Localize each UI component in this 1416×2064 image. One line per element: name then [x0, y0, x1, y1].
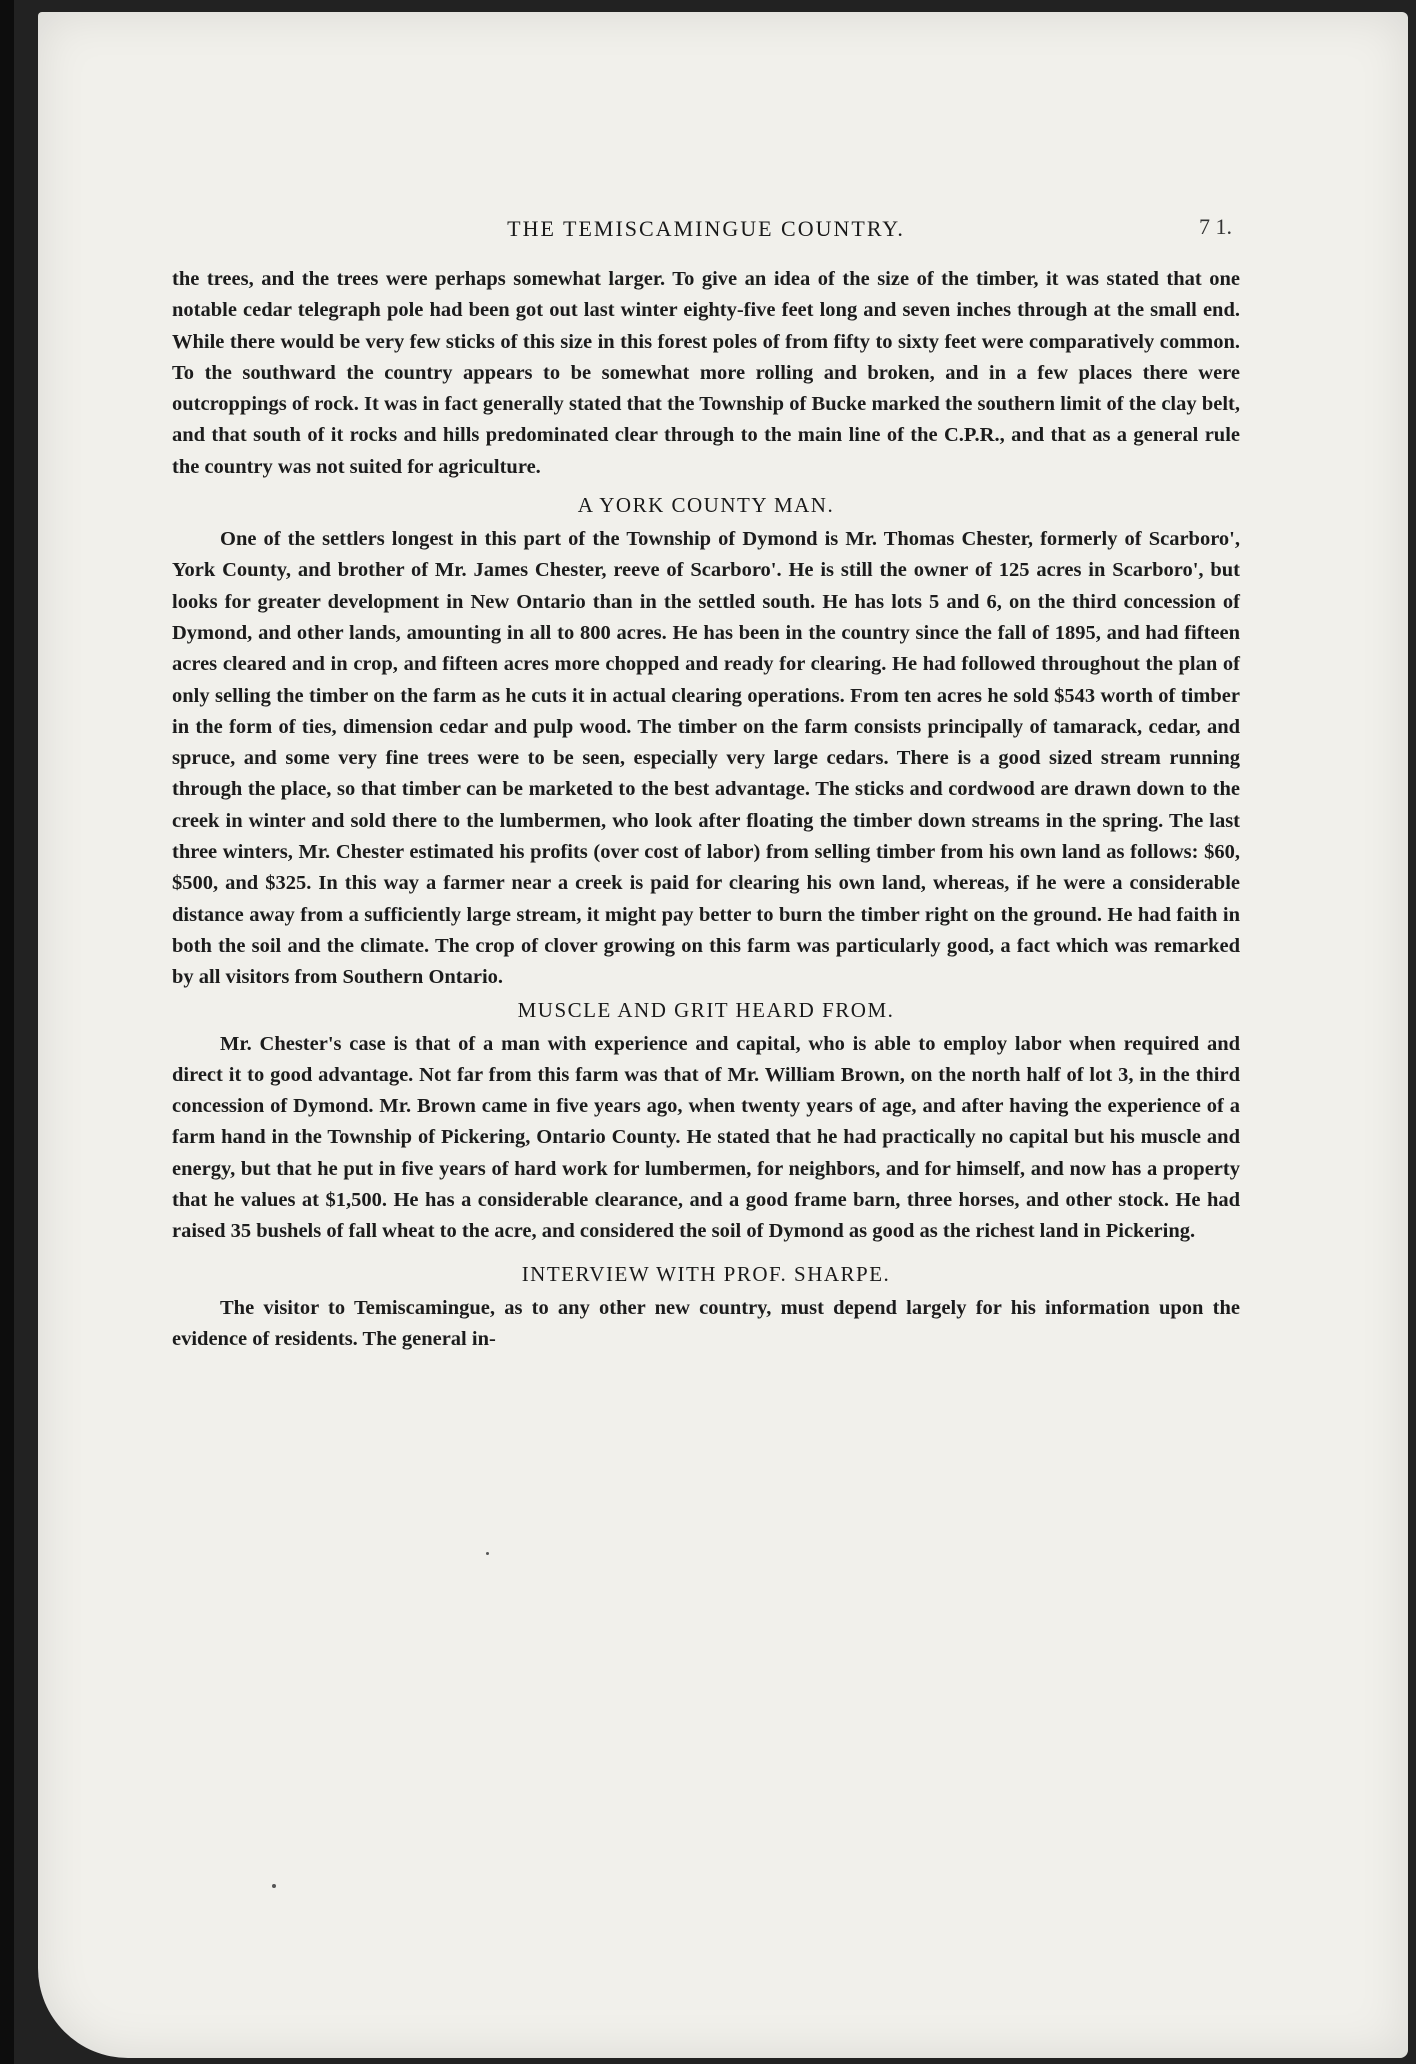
running-header — [172, 210, 1240, 250]
page-content — [172, 210, 1240, 1355]
book-gutter — [0, 0, 14, 2064]
paper-speck — [272, 1884, 276, 1888]
page-number: 7 1. — [1199, 214, 1232, 239]
paragraph-william-brown: Mr. Chester's case is that of a man with experience and capital, who is able to employ labor when required and direct it to good advantage. Not far from this farm was that of Mr. William Brown, on the north half of lot 3, in the third concession of Dymond. Mr. Brown came in five years ago, when twenty years of age, and after having the experience of a farm hand in the Township of Pickering, Ontario County. He stated that he had practically no capital but his muscle and energy, but that he put in five years of hard work for lumbermen, for neighbors, and for himself, and now has a property that he values at $1,500. He has a considerable clearance, and a good frame barn, three horses, and other stock. He had raised 35 bushels of fall wheat to the acre, and considered the soil of Dymond as good as the richest land in Pickering. — [172, 1032, 1240, 1243]
paragraph-thomas-chester: One of the settlers longest in this part of the Township of Dymond is Mr. Thomas Chester, formerly of Scarboro', York County, and brother of Mr. James Chester, reeve of Scarboro'. He is still the owner of 125 acres in Scarboro', but looks for greater development in New Ontario than in the settled south. He has lots 5 and 6, on the third concession of Dymond, and other lands, amounting in all to 800 acres. He has been in the country since the fall of 1895, and had fifteen acres cleared and in crop, and fifteen acres more chopped and ready for clearing. He had followed throughout the plan of only selling the timber on the farm as he cuts it in actual clearing operations. From ten acres he sold $543 worth of timber in the form of ties, dimension cedar and pulp wood. The timber on the farm consists principally of tamarack, cedar, and spruce, and some very fine trees were to be seen, especially very large cedars. There is a good sized stream running through the place, so that timber can be marketed to the best advantage. The sticks and cordwood are drawn down to the creek in winter and sold there to the lumbermen, who look after floating the timber down streams in the spring. The last three winters, Mr. Chester estimated his profits (over cost of labor) from selling timber from his own land as follows: $60, $500, and $325. In this way a farmer near a creek is paid for clearing his own land, whereas, if he were a considerable distance away from a sufficiently large stream, it might pay better to burn the timber right on the ground. He had faith in both the soil and the climate. The crop of clover growing on this farm was particularly good, a fact which was remarked by all visitors from Southern Ontario. — [172, 528, 1240, 989]
running-title: THE TEMISCAMINGUE COUNTRY. — [507, 216, 905, 241]
section-heading-interview-prof-sharpe: INTERVIEW WITH PROF. SHARPE. — [521, 1261, 891, 1286]
section-heading-muscle-and-grit: MUSCLE AND GRIT HEARD FROM. — [517, 997, 895, 1022]
section-heading-york-county-man: A YORK COUNTY MAN. — [577, 493, 835, 518]
paragraph-interview: The visitor to Temiscamingue, as to any other new country, must depend largely for his information upon the evidence of residents. The general in- — [172, 1296, 1240, 1350]
paragraph-continuation: the trees, and the trees were perhaps somewhat larger. To give an idea of the size of the timber, it was stated that one notable cedar telegraph pole had been got out last winter eighty-five feet long and seven inches through at the small end. While there would be very few sticks of this size in this forest poles of from fifty to sixty feet were comparatively common. To the southward the country appears to be somewhat more rolling and broken, and in a few places there were outcroppings of rock. It was in fact generally stated that the Township of Bucke marked the southern limit of the clay belt, and that south of it rocks and hills predominated clear through to the main line of the C.P.R., and that as a general rule the country was not suited for agriculture. — [172, 268, 1240, 478]
paper-speck — [486, 1552, 489, 1555]
